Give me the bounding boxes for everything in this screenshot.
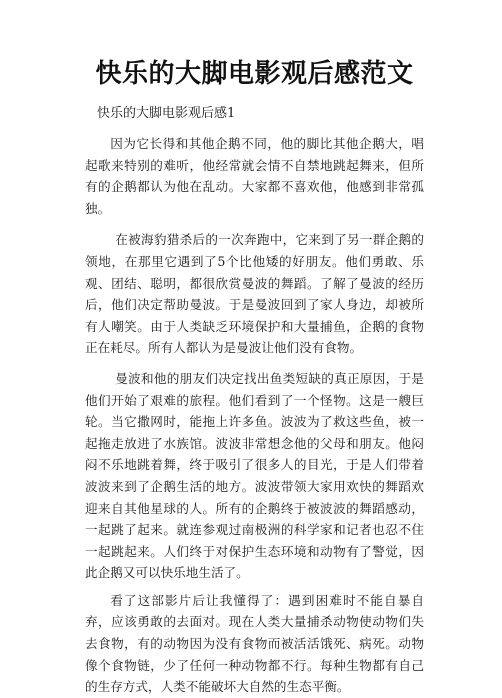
paragraph-3: 曼波和他的朋友们决定找出鱼类短缺的真正原因，于是他们开始了艰难的旅程。他们看到了一个怪物。这是一艘巨轮。当它撒网时，能拖上许多鱼。波波为了救这些鱼，被一起拖走放进了水族馆。波波非常想念他的父母和朋友。他闷闷不乐地跳着舞，终于吸引了很多人的目光，于是人们带着波波来到了企鹅生活的地方。波波带领大家用欢快的舞蹈欢迎来自其他星球的人。所有的企鹅终于被波波的舞蹈感动，一起跳了起来。就连参观过南极洲的科学家和记者也忍不住一起跳起来。人们终于对保护生态环境和动物有了警觉，因此企鹅又可以快乐地生活了。 bbox=[85, 370, 424, 581]
paragraph-1: 因为它长得和其他企鹅不同，他的脚比其他企鹅大，唱起歌来特别的难听，他经常就会情不自禁地跳起舞来，但所有的企鹅都认为他在乱动。大家都不喜欢他，他感到非常孤独。 bbox=[85, 136, 424, 216]
document-subtitle: 快乐的大脚电影观后感1 bbox=[97, 106, 236, 121]
document-title: 快乐的大脚电影观后感范文 bbox=[95, 59, 414, 89]
paragraph-2: 在被海豹猎杀后的一次奔跑中，它来到了另一群企鹅的领地，在那里它遇到了5个比他矮的好朋友。他们勇敢、乐观、团结、聪明，都很欣赏曼波的舞蹈。了解了曼波的经历后，他们决定帮助曼波。于是曼波回到了家人身边，却被所有人嘲笑。由于人类缺乏环境保护和大量捕鱼，企鹅的食物正在耗尽。所有人都认为是曼波让他们没有食物。 bbox=[85, 232, 424, 356]
paragraph-4: 看了这部影片后让我懂得了：遇到困难时不能自暴自弃，应该勇敢的去面对。现在人类大量捕杀动物使动物们失去食物，有的动物因为没有食物而被活活饿死、病死。动物像个食物链，少了任何一种动物都不行。每种生物都有自己的生存方式，人类不能破坏大自然的生态平衡。 bbox=[85, 592, 424, 695]
